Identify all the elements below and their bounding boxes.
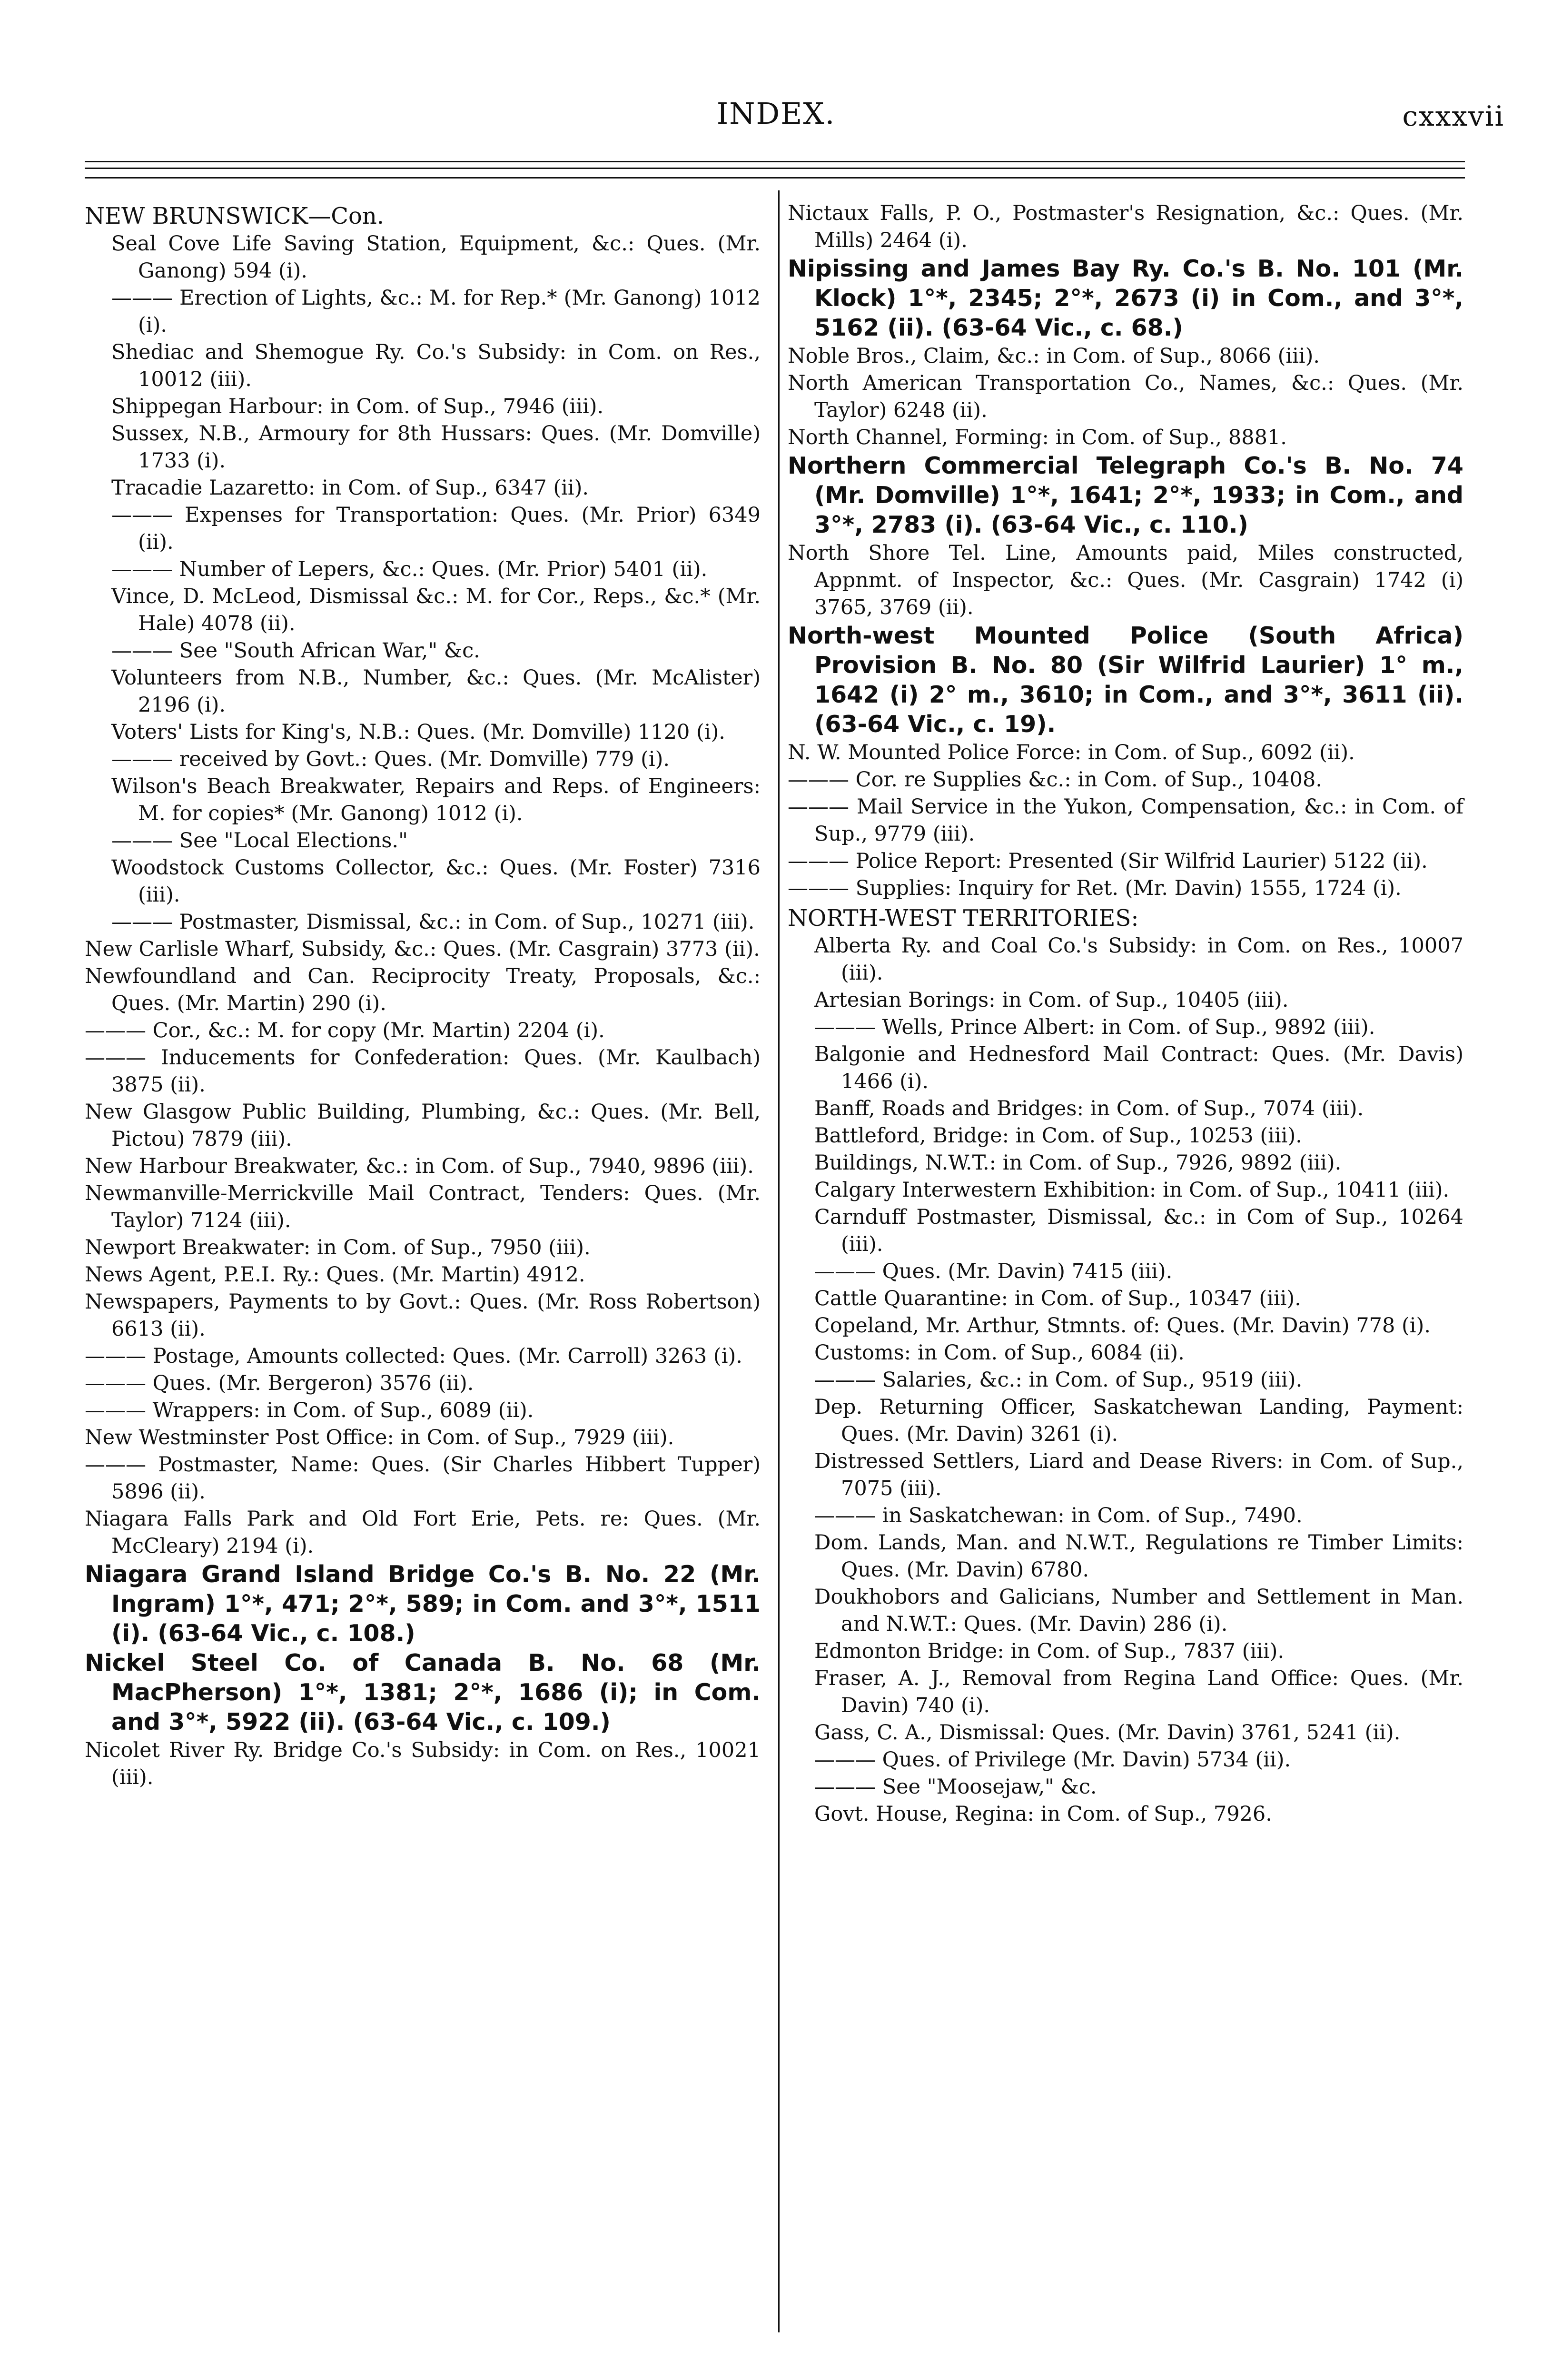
index-entry: Calgary Interwestern Exhibition: in Com. of Sup., 10411 (iii). bbox=[814, 1178, 1450, 1202]
index-entry: ——— Expenses for Transportation: Ques. (Mr. Prior) 6349 (ii). bbox=[111, 503, 761, 554]
index-entry: ——— Supplies: Inquiry for Ret. (Mr. Davin) 1555, 1724 (i). bbox=[788, 876, 1402, 900]
index-entry: Fraser, A. J., Removal from Regina Land Office: Ques. (Mr. Davin) 740 (i). bbox=[814, 1666, 1463, 1717]
index-entry: ——— Postmaster, Dismissal, &c.: in Com. of Sup., 10271 (iii). bbox=[111, 910, 755, 934]
index-entry: ——— Inducements for Confederation: Ques. (Mr. Kaulbach) 3875 (ii). bbox=[85, 1046, 761, 1097]
index-entry: Edmonton Bridge: in Com. of Sup., 7837 (iii). bbox=[814, 1639, 1285, 1663]
index-entry: Newmanville-Merrickville Mail Contract, Tenders: Ques. (Mr. Taylor) 7124 (iii). bbox=[85, 1181, 761, 1232]
index-entry: NEW BRUNSWICK—Con. bbox=[85, 203, 385, 229]
index-entry: ——— Salaries, &c.: in Com. of Sup., 9519 (iii). bbox=[814, 1368, 1303, 1392]
index-entry: News Agent, P.E.I. Ry.: Ques. (Mr. Martin) 4912. bbox=[85, 1263, 585, 1287]
index-entry: ——— Ques. (Mr. Davin) 7415 (iii). bbox=[814, 1259, 1173, 1283]
index-entry: Buildings, N.W.T.: in Com. of Sup., 7926, 9892 (iii). bbox=[814, 1151, 1342, 1175]
index-entry: Sussex, N.B., Armoury for 8th Hussars: Ques. (Mr. Domville) 1733 (i). bbox=[111, 422, 761, 473]
index-entry: Govt. House, Regina: in Com. of Sup., 7926. bbox=[814, 1802, 1272, 1826]
index-entry: Balgonie and Hednesford Mail Contract: Ques. (Mr. Davis) 1466 (i). bbox=[814, 1042, 1463, 1093]
index-entry: Nictaux Falls, P. O., Postmaster's Resignation, &c.: Ques. (Mr. Mills) 2464 (i). bbox=[788, 201, 1463, 252]
index-entry: Wilson's Beach Breakwater, Repairs and Reps. of Engineers: M. for copies* (Mr. Ganong) 1012 (i). bbox=[111, 774, 761, 825]
index-entry: Niagara Falls Park and Old Fort Erie, Pets. re: Ques. (Mr. McCleary) 2194 (i). bbox=[85, 1507, 761, 1558]
index-entry: Nickel Steel Co. of Canada B. No. 68 (Mr. MacPherson) 1°*, 1381; 2°*, 1686 (i); in Com. and 3°*, 5922 (ii). (63-64 Vic., c. 109.) bbox=[85, 1649, 761, 1735]
index-entry: ——— See "Local Elections." bbox=[111, 829, 408, 853]
index-entry: Gass, C. A., Dismissal: Ques. (Mr. Davin) 3761, 5241 (ii). bbox=[814, 1721, 1401, 1745]
index-entry: Vince, D. McLeod, Dismissal &c.: M. for Cor., Reps., &c.* (Mr. Hale) 4078 (ii). bbox=[111, 585, 761, 635]
index-entry: North-west Mounted Police (South Africa) Provision B. No. 80 (Sir Wilfrid Laurier) 1° m., 1642 (i) 2° m., 3610; in Com., and 3°*, 3611 (ii). (63-64 Vic., c. 19). bbox=[788, 622, 1463, 738]
index-entry: Noble Bros., Claim, &c.: in Com. of Sup., 8066 (iii). bbox=[788, 344, 1320, 368]
index-entry: ——— Erection of Lights, &c.: M. for Rep.* (Mr. Ganong) 1012 (i). bbox=[111, 286, 761, 337]
index-entry: Northern Commercial Telegraph Co.'s B. No. 74 (Mr. Domville) 1°*, 1641; 2°*, 1933; in Com., and 3°*, 2783 (i). (63-64 Vic., c. 110.) bbox=[788, 452, 1463, 538]
index-entry: North Channel, Forming: in Com. of Sup., 8881. bbox=[788, 426, 1287, 449]
index-entry: Niagara Grand Island Bridge Co.'s B. No. 22 (Mr. Ingram) 1°*, 471; 2°*, 589; in Com. and 3°*, 1511 (i). (63-64 Vic., c. 108.) bbox=[85, 1561, 761, 1647]
index-entry: New Harbour Breakwater, &c.: in Com. of Sup., 7940, 9896 (iii). bbox=[85, 1154, 754, 1178]
index-entry: Newport Breakwater: in Com. of Sup., 7950 (iii). bbox=[85, 1236, 591, 1259]
index-entry: Banff, Roads and Bridges: in Com. of Sup., 7074 (iii). bbox=[814, 1097, 1364, 1121]
index-entry: NORTH-WEST TERRITORIES: bbox=[788, 905, 1139, 932]
index-entry: Seal Cove Life Saving Station, Equipment, &c.: Ques. (Mr. Ganong) 594 (i). bbox=[111, 232, 761, 283]
index-entry: N. W. Mounted Police Force: in Com. of Sup., 6092 (ii). bbox=[788, 741, 1355, 764]
index-entry: Shippegan Harbour: in Com. of Sup., 7946 (iii). bbox=[111, 395, 604, 418]
index-entry: ——— Number of Lepers, &c.: Ques. (Mr. Prior) 5401 (ii). bbox=[111, 557, 708, 581]
index-entry: ——— Mail Service in the Yukon, Compensation, &c.: in Com. of Sup., 9779 (iii). bbox=[788, 795, 1463, 846]
index-entry: Woodstock Customs Collector, &c.: Ques. (Mr. Foster) 7316 (iii). bbox=[111, 856, 761, 907]
index-entry: Cattle Quarantine: in Com. of Sup., 10347 (iii). bbox=[814, 1287, 1301, 1310]
index-entry: Newspapers, Payments to by Govt.: Ques. (Mr. Ross Robertson) 6613 (ii). bbox=[85, 1290, 761, 1341]
index-entry: ——— Ques. (Mr. Bergeron) 3576 (ii). bbox=[85, 1371, 474, 1395]
index-entry: Newfoundland and Can. Reciprocity Treaty, Proposals, &c.: Ques. (Mr. Martin) 290 (i). bbox=[85, 964, 761, 1015]
index-entry: Customs: in Com. of Sup., 6084 (ii). bbox=[814, 1341, 1185, 1365]
header-rule bbox=[85, 168, 1465, 169]
index-entry: ——— received by Govt.: Ques. (Mr. Domville) 779 (i). bbox=[111, 747, 670, 771]
index-entry: Nipissing and James Bay Ry. Co.'s B. No. 101 (Mr. Klock) 1°*, 2345; 2°*, 2673 (i) in Com., and 3°*, 5162 (ii). (63-64 Vic., c. 68.) bbox=[788, 255, 1463, 341]
index-entry: Tracadie Lazaretto: in Com. of Sup., 6347 (ii). bbox=[111, 476, 589, 500]
index-entry: Dom. Lands, Man. and N.W.T., Regulations re Timber Limits: Ques. (Mr. Davin) 6780. bbox=[814, 1531, 1463, 1582]
index-entry: Voters' Lists for King's, N.B.: Ques. (Mr. Domville) 1120 (i). bbox=[111, 720, 725, 744]
index-entry: ——— Cor. re Supplies &c.: in Com. of Sup., 10408. bbox=[788, 768, 1322, 792]
index-entry: North Shore Tel. Line, Amounts paid, Miles constructed, Appnmt. of Inspector, &c.: Ques. (Mr. Casgrain) 1742 (i) 3765, 3769 (ii). bbox=[788, 541, 1463, 619]
index-entry: ——— Wells, Prince Albert: in Com. of Sup., 9892 (iii). bbox=[814, 1015, 1375, 1039]
index-entry: Volunteers from N.B., Number, &c.: Ques. (Mr. McAlister) 2196 (i). bbox=[111, 666, 761, 717]
index-entry: ——— Postmaster, Name: Ques. (Sir Charles Hibbert Tupper) 5896 (ii). bbox=[85, 1453, 761, 1504]
page-title: INDEX. bbox=[716, 96, 836, 131]
index-entry: Copeland, Mr. Arthur, Stmnts. of: Ques. (Mr. Davin) 778 (i). bbox=[814, 1314, 1431, 1338]
index-entry: New Glasgow Public Building, Plumbing, &c.: Ques. (Mr. Bell, Pictou) 7879 (iii). bbox=[85, 1100, 761, 1151]
index-entry: ——— Wrappers: in Com. of Sup., 6089 (ii). bbox=[85, 1398, 534, 1422]
index-entry: ——— Police Report: Presented (Sir Wilfrid Laurier) 5122 (ii). bbox=[788, 849, 1428, 873]
index-entry: ——— Postage, Amounts collected: Ques. (Mr. Carroll) 3263 (i). bbox=[85, 1344, 742, 1368]
index-entry: ——— Ques. of Privilege (Mr. Davin) 5734 (ii). bbox=[814, 1748, 1291, 1772]
index-entry: ——— Cor., &c.: M. for copy (Mr. Martin) 2204 (i). bbox=[85, 1019, 605, 1042]
index-entry: ——— See "South African War," &c. bbox=[111, 639, 480, 663]
right-column bbox=[788, 200, 1463, 1828]
index-entry: Nicolet River Ry. Bridge Co.'s Subsidy: in Com. on Res., 10021 (iii). bbox=[85, 1738, 761, 1789]
index-entry: Battleford, Bridge: in Com. of Sup., 10253 (iii). bbox=[814, 1124, 1302, 1148]
index-entry: Artesian Borings: in Com. of Sup., 10405 (iii). bbox=[814, 988, 1289, 1012]
index-entry: Shediac and Shemogue Ry. Co.'s Subsidy: in Com. on Res., 10012 (iii). bbox=[111, 340, 761, 391]
index-entry: Dep. Returning Officer, Saskatchewan Landing, Payment: Ques. (Mr. Davin) 3261 (i). bbox=[814, 1395, 1463, 1446]
index-entry: New Carlisle Wharf, Subsidy, &c.: Ques. (Mr. Casgrain) 3773 (ii). bbox=[85, 937, 760, 961]
column-divider bbox=[778, 190, 780, 2332]
index-entry: New Westminster Post Office: in Com. of Sup., 7929 (iii). bbox=[85, 1426, 674, 1449]
page-header bbox=[0, 90, 1552, 148]
page-number: cxxxvii bbox=[1402, 100, 1504, 132]
index-entry: Distressed Settlers, Liard and Dease Rivers: in Com. of Sup., 7075 (iii). bbox=[814, 1449, 1463, 1500]
index-entry: Doukhobors and Galicians, Number and Settlement in Man. and N.W.T.: Ques. (Mr. Davin) 286 (i). bbox=[814, 1585, 1463, 1636]
index-entry: ——— See "Moosejaw," &c. bbox=[814, 1775, 1097, 1799]
index-entry: Carnduff Postmaster, Dismissal, &c.: in Com of Sup., 10264 (iii). bbox=[814, 1205, 1463, 1256]
left-column bbox=[85, 200, 761, 1791]
header-rule bbox=[85, 161, 1465, 162]
index-entry: North American Transportation Co., Names, &c.: Ques. (Mr. Taylor) 6248 (ii). bbox=[788, 371, 1463, 422]
header-rule bbox=[85, 177, 1465, 178]
index-entry: ——— in Saskatchewan: in Com. of Sup., 7490. bbox=[814, 1504, 1303, 1527]
index-entry: Alberta Ry. and Coal Co.'s Subsidy: in Com. on Res., 10007 (iii). bbox=[814, 934, 1463, 985]
